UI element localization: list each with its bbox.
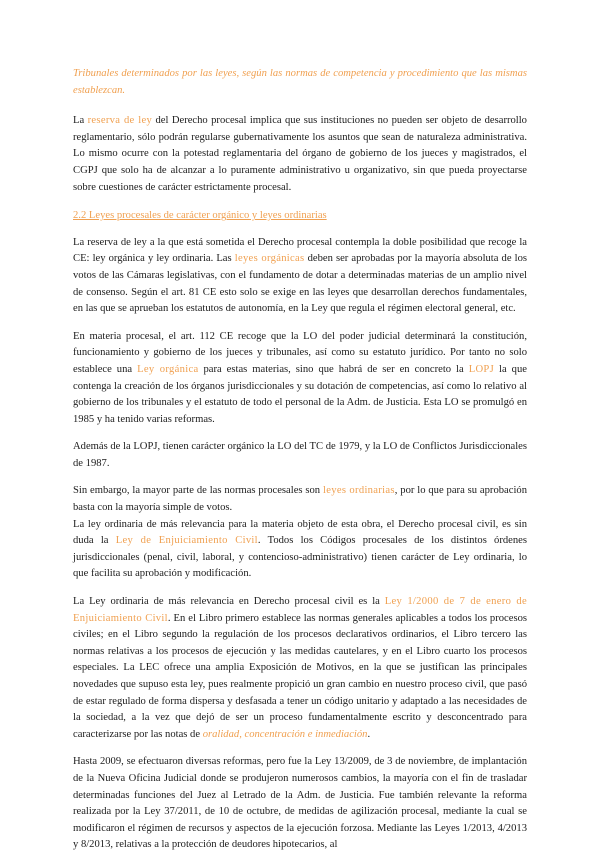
ley-1-2000-paragraph: [73, 594, 527, 743]
reformas-paragraph: Hasta 2009, se efectuaron diversas reformas, pero fue la Ley 13/2009, de 3 de noviembre, de implantación de la Nueva Oficina Judicial donde se produjeron numerosos cambios, la mayoría con el fin de trasladar determinadas funciones del Juez al Letrado de la Adm. de Justicia. Fue también relevante la reforma realizada por la Ley 37/2011, de 10 de octubre, de medidas de agilización procesal, mediante la cual se modificaron el régimen de recursos y aspectos de la ejecución forzosa. Mediante las Leyes 1/2013, 4/2013 y 8/2013, relativas a la protección de deudores hipotecarios, al: [73, 756, 527, 851]
text-run: La: [73, 115, 88, 127]
text-run: , por lo que para su aprobación basta con la mayoría simple de votos.: [73, 485, 527, 514]
text-run: deben ser aprobadas por la mayoría absoluta de los votos de las Cámaras legislativas, con el fundamento de dotar a determinadas materias de un amplio nivel de consenso. Según el art. 81 CE esto solo se exige en las leyes que desarrollan derechos fundamentales, en las que se aprueban los estatutos de autonomía, en la Ley que regula el régimen electoral general, etc.: [73, 253, 527, 315]
section-heading: 2.2 Leyes procesales de carácter orgánico y leyes ordinarias: [73, 210, 327, 222]
reserva-de-ley-paragraph: [73, 113, 527, 196]
intro-paragraph: Tribunales determinados por las leyes, según las normas de competencia y procedimiento que las mismas establezcan.: [73, 68, 527, 96]
lopj-paragraph: Además de la LOPJ, tienen carácter orgánico la LO del TC de 1979, y la LO de Conflictos Jurisdiccionales de 1987.: [73, 441, 527, 469]
highlight-ley-1-2000: Ley 1/2000 de 7 de enero de Enjuiciamiento Civil: [73, 596, 527, 624]
text-run: .: [367, 728, 371, 740]
text-run: La reserva de ley a la que está sometida el Derecho procesal contempla la doble posibilidad que recoge la CE: ley orgánica y ley ordinaria. Las: [73, 236, 527, 265]
text-run: Sin embargo, la mayor parte de las normas procesales son: [73, 485, 323, 497]
highlight-ley-organica: Ley orgánica: [137, 363, 199, 375]
text-run: para estas materias, sino que habrá de ser en concreto la: [198, 363, 469, 375]
text-run: La Ley ordinaria de más relevancia en Derecho procesal civil es la: [73, 596, 385, 608]
lec-paragraph: [73, 517, 527, 583]
leyes-ordinarias-paragraph: [73, 483, 527, 516]
highlight-leyes-organicas: leyes orgánicas: [234, 253, 305, 265]
highlight-leyes-ordinarias: leyes ordinarias: [322, 485, 395, 497]
materia-procesal-paragraph: [73, 329, 527, 429]
text-run: . Todos los Códigos procesales de los distintos órdenes jurisdiccionales (penal, civil, laboral, y contencioso-administrativo) tienen carácter de Ley ordinaria, lo que facilita su aprobación y modificación.: [73, 535, 527, 580]
document-page: [73, 66, 527, 854]
highlight-lopj: LOPJ: [468, 363, 495, 375]
leyes-organicas-paragraph: [73, 235, 527, 318]
highlight-reserva-de-ley: reserva de ley: [87, 115, 153, 127]
text-run: la que contenga la creación de los órganos jurisdiccionales y su dotación de competencias, así como lo relativo al gobierno de los tribunales y el estatuto de todo el personal de la Adm. de Justicia. Esta LO se promulgó en 1985 y ha tenido varias reformas.: [73, 363, 527, 425]
text-run: La ley ordinaria de más relevancia para la materia objeto de esta obra, el Derecho procesal civil, es sin duda la: [73, 518, 527, 547]
text-run: . En el Libro primero establece las normas generales aplicables a todos los procesos civiles; en el Libro segundo la regulación de los procesos declarativos ordinarios, el Libro tercero las normas relativas a los procesos de ejecución y las medidas cautelares, y en el Libro cuarto los procesos especiales. La LEC ofrece una amplia Exposición de Motivos, en la que se justifican las principales novedades que supuso esta ley, pues realmente propició un gran cambio en nuestro proceso civil, que pasó de estar regulado de forma dispersa y desfasada a tener un código unitario y adaptado a las necesidades de la sociedad, a la vez que dejó de ser un proceso fundamentalmente escrito y desconcentrado para caracterizarse por las notas de: [73, 612, 528, 740]
highlight-lec: Ley de Enjuiciamiento Civil: [115, 535, 258, 547]
text-run: En materia procesal, el art. 112 CE recoge que la LO del poder judicial determinará la constitución, funcionamiento y gobierno de los jueces y tribunales, así como su estatuto jurídico. Por tanto no solo establece una: [73, 330, 527, 375]
text-run: del Derecho procesal implica que sus instituciones no pueden ser objeto de desarrollo reglamentario, sólo podrán regularse gubernativamente los asuntos que sean de naturaleza administrativa. Lo mismo ocurre con la potestad reglamentaria del órgano de gobierno de los jueces y magistrados, el CGPJ que solo ha de alcanzar a lo puramente administrativo u organizativo, sin que pueda proyectarse sobre cuestiones de carácter estrictamente procesal.: [73, 115, 527, 193]
highlight-oralidad: oralidad, concentración e inmediación: [202, 728, 368, 740]
